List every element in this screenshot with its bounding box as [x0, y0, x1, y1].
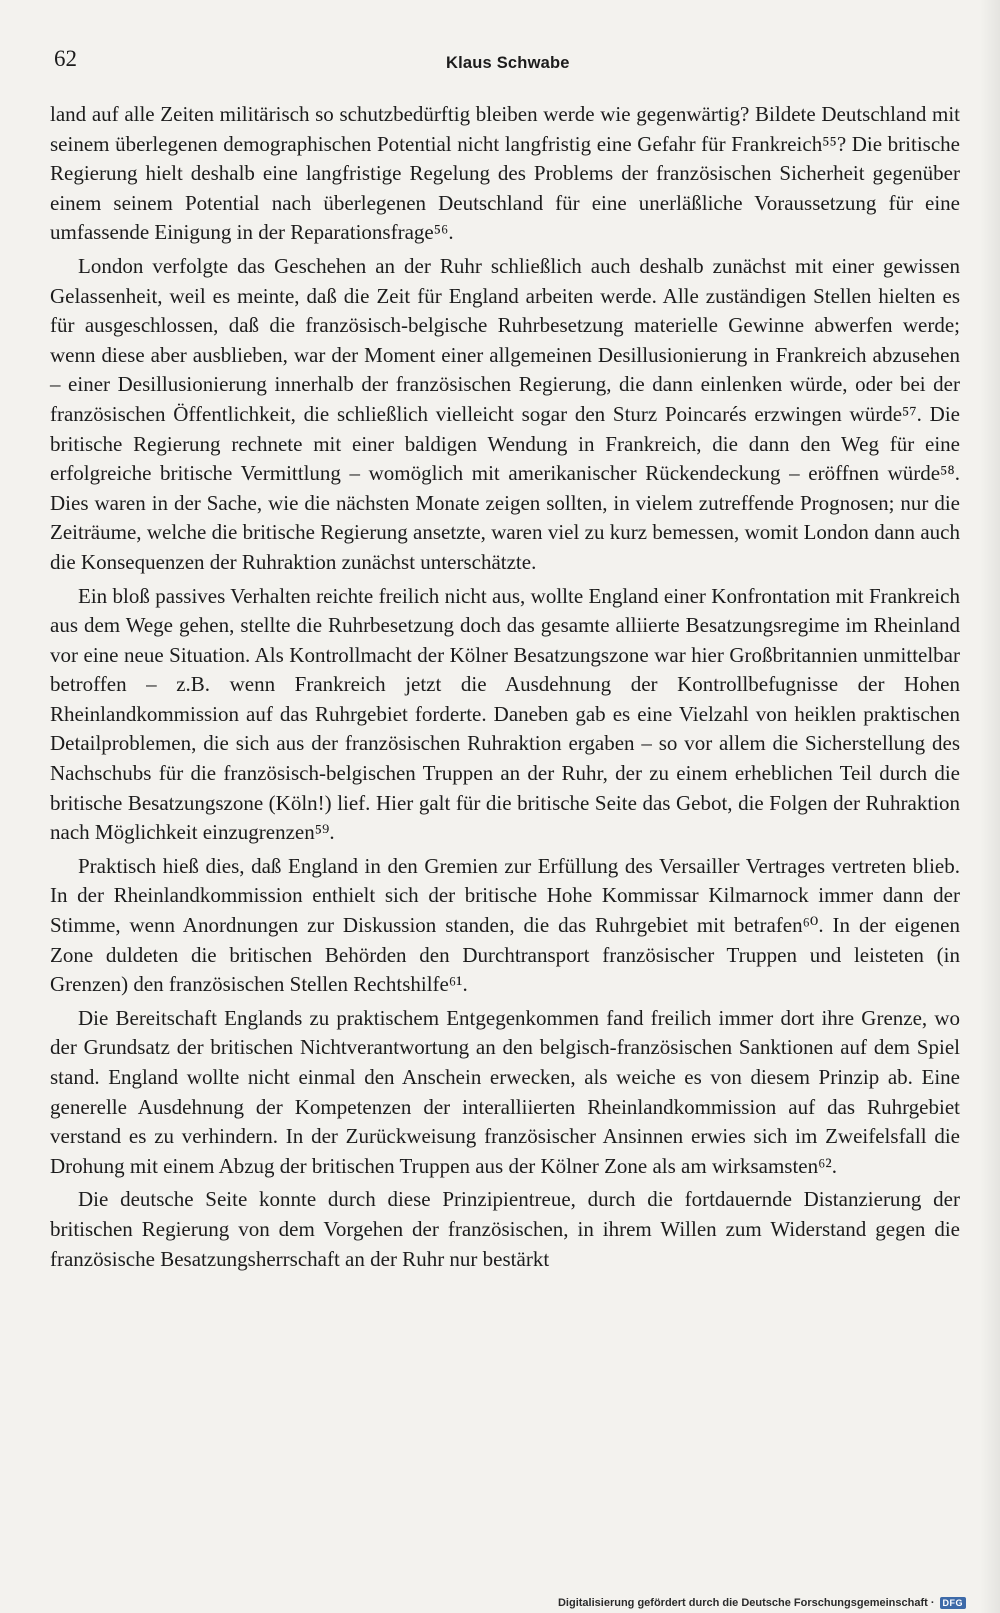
paragraph-2: London verfolgte das Geschehen an der Ruhr schließlich auch deshalb zunächst mit einer gewissen Gelassenheit, weil es meinte, daß die Zeit für England arbeiten werde. Alle zuständigen Stellen hielten es für ausgeschlossen, daß die französisch-belgische Ruhrbesetzung materielle Gewinne abwerfen werde; wenn diese aber ausblieben, war der Moment einer allgemeinen Desillusionierung in Frankreich abzusehen – einer Desillusionierung innerhalb der französischen Regierung, die dann einlenken würde, oder bei der französischen Öffentlichkeit, die schließlich vielleicht sogar den Sturz Poincarés erzwingen würde⁵⁷. Die britische Regierung rechnete mit einer baldigen Wendung in Frankreich, die dann den Weg für eine erfolgreiche britische Vermittlung – womöglich mit amerikanischer Rückendeckung – eröffnen würde⁵⁸. Dies waren in der Sache, wie die nächsten Monate zeigen sollten, in vielem zutreffende Prognosen; nur die Zeiträume, welche die britische Regierung ansetzte, waren viel zu kurz bemessen, womit London dann auch die Konsequenzen der Ruhraktion zunächst unterschätzte.	[50, 253, 960, 574]
paragraph-1: land auf alle Zeiten militärisch so schutzbedürftig bleiben werde wie gegenwärtig? Bildete Deutschland mit seinem überlegenen demographischen Potential nicht langfristig eine Gefahr für Frankreich⁵⁵? Die britische Regierung hielt deshalb eine langfristige Regelung des Problems der französischen Sicherheit gegenüber einem seinem Potential nach überlegenen Deutschland für eine unerläßliche Voraussetzung für eine umfassende Einigung in der Reparationsfrage⁵⁶.	[50, 102, 960, 245]
paragraph-6: Die deutsche Seite konnte durch diese Prinzipientreue, durch die fortdauernde Distanzierung der britischen Regierung von dem Vorgehen der französischen, in ihrem Willen zum Widerstand gegen die französische Besatzungsherrschaft an der Ruhr nur bestärkt	[50, 1187, 960, 1271]
scan-edge-shadow	[980, 0, 1000, 1613]
body-text	[50, 100, 960, 1278]
page-number: 62	[54, 46, 77, 71]
paragraph-5: Die Bereitschaft Englands zu praktischem Entgegenkommen fand freilich immer dort ihre Grenze, wo der Grundsatz der britischen Nichtverantwortung an den belgisch-französischen Sanktionen auf dem Spiel stand. England wollte nicht einmal den Anschein erwecken, als weiche es von diesem Prinzip ab. Eine generelle Ausdehnung der Kompetenzen der interalliierten Rheinlandkommission auf das Ruhrgebiet verstand es zu verhindern. In der Zurückweisung französischer Ansinnen erwies sich im Zweifelsfall die Drohung mit einem Abzug der britischen Truppen aus der Kölner Zone als am wirksamsten⁶².	[50, 1005, 960, 1178]
paragraph-3: Ein bloß passives Verhalten reichte freilich nicht aus, wollte England einer Konfrontation mit Frankreich aus dem Wege gehen, stellte die Ruhrbesetzung doch das gesamte alliierte Besatzungsregime im Rheinland vor eine neue Situation. Als Kontrollmacht der Kölner Besatzungszone war hier Großbritannien unmittelbar betroffen – z.B. wenn Frankreich jetzt die Ausdehnung der Kontrollbefugnisse der Hohen Rheinlandkommission auf das Ruhrgebiet forderte. Daneben gab es eine Vielzahl von heiklen praktischen Detailproblemen, die sich aus der französischen Ruhraktion ergaben – so vor allem die Sicherstellung des Nachschubs für die französisch-belgischen Truppen an der Ruhr, der zu einem erheblichen Teil durch die britische Besatzungszone (Köln!) lief. Hier galt für die britische Seite das Gebot, die Folgen der Ruhraktion nach Möglichkeit einzugrenzen⁵⁹.	[50, 583, 960, 845]
dfg-logo-icon: DFG	[940, 1597, 967, 1609]
running-head: Klaus Schwabe	[446, 54, 570, 72]
paragraph-4: Praktisch hieß dies, daß England in den Gremien zur Erfüllung des Versailler Vertrages vertreten blieb. In der Rheinlandkommission enthielt sich der britische Hohe Kommissar Kilmarnock immer dann der Stimme, wenn Anordnungen zur Diskussion standen, die das Ruhrgebiet mit betrafen⁶⁰. In der eigenen Zone duldeten die britischen Behörden den Durchtransport französischer Truppen und leisteten (in Grenzen) den französischen Stellen Rechtshilfe⁶¹.	[50, 853, 960, 997]
footer-credit-text: Digitalisierung gefördert durch die Deutsche Forschungsgemeinschaft ·	[557, 1597, 935, 1609]
digitization-footer	[558, 1597, 966, 1609]
